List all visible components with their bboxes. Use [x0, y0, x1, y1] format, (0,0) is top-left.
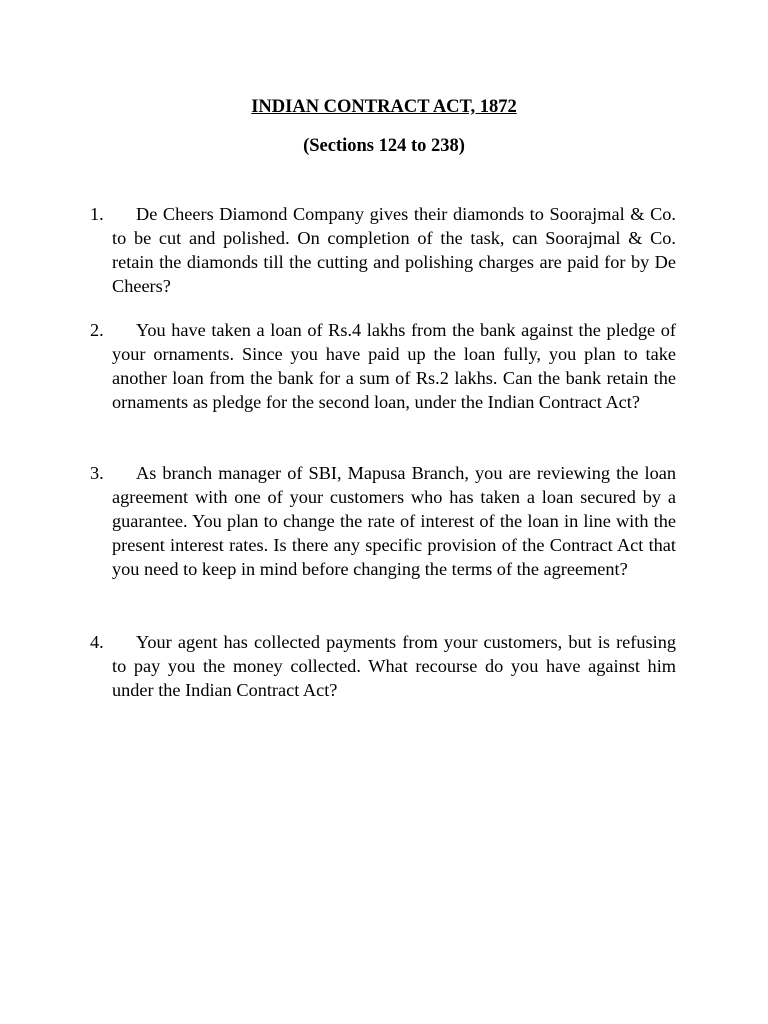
question-item: [90, 202, 676, 298]
question-number: 3.: [90, 463, 104, 483]
question-number: 4.: [90, 632, 104, 652]
question-text: As branch manager of SBI, Mapusa Branch, you are reviewing the loan agreement with one of your customers who has taken a loan secured by a guarantee. You plan to change the rate of interest of the loan in line with the present interest rates. Is there any specific provision of the Contract Act that you need to keep in mind before changing the terms of the agreement?: [112, 463, 676, 579]
question-text: You have taken a loan of Rs.4 lakhs from the bank against the pledge of your ornaments. Since you have paid up the loan fully, you plan to take another loan from the bank for a sum of Rs.2 lakhs. Can the bank retain the ornaments as pledge for the second loan, under the Indian Contract Act?: [112, 320, 676, 412]
question-text: De Cheers Diamond Company gives their diamonds to Soorajmal & Co. to be cut and polished. On completion of the task, can Soorajmal & Co. retain the diamonds till the cutting and polishing charges are paid for by De Cheers?: [112, 204, 676, 296]
question-number: 1.: [90, 204, 104, 224]
question-item: [90, 318, 676, 414]
document-subtitle: (Sections 124 to 238): [303, 136, 465, 156]
document-title: INDIAN CONTRACT ACT, 1872: [251, 97, 517, 117]
question-item: [90, 461, 676, 581]
question-item: [90, 630, 676, 702]
question-number: 2.: [90, 320, 104, 340]
question-text: Your agent has collected payments from your customers, but is refusing to pay you the money collected. What recourse do you have against him under the Indian Contract Act?: [112, 632, 676, 700]
